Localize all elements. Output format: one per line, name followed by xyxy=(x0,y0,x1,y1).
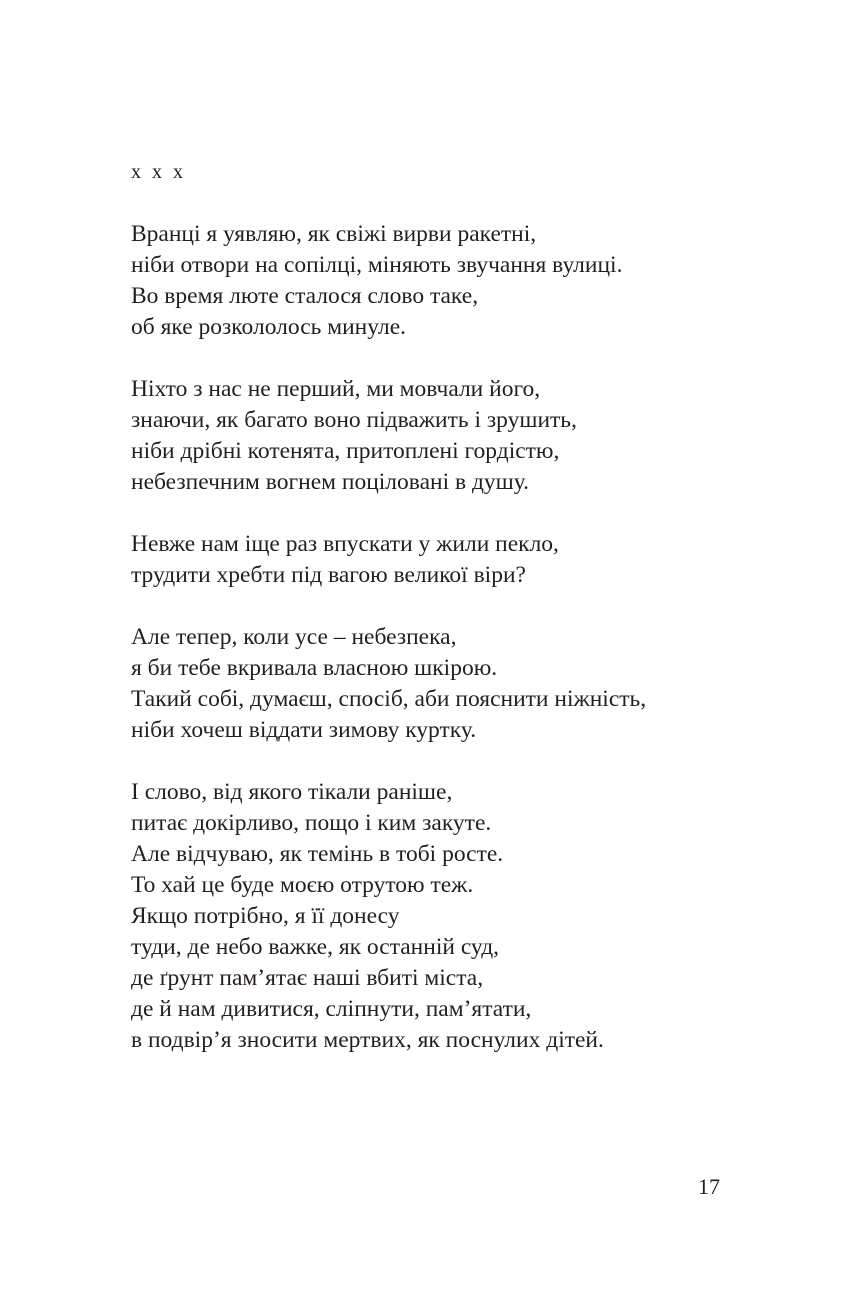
stanza-1 xyxy=(131,219,771,343)
poem-line: ніби отвори на сопілці, міняють звучання вулиці. xyxy=(131,252,623,278)
poem-line: об яке розкололось минуле. xyxy=(131,314,407,340)
poem-line: Невже нам іще раз впускати у жили пекло, xyxy=(131,531,559,557)
stanza-5 xyxy=(131,777,771,1056)
poem-line: я би тебе вкривала власною шкірою. xyxy=(131,655,498,681)
poem-line: питає докірливо, пощо і ким закуте. xyxy=(131,810,492,836)
poem-line: туди, де небо важке, як останній суд, xyxy=(131,934,500,960)
poem-line: Во время люте сталося слово таке, xyxy=(131,283,479,309)
poem-line: ніби дрібні котенята, притоплені гордістю, xyxy=(131,438,560,464)
poem-line: де ґрунт пам’ятає наші вбиті міста, xyxy=(131,965,484,991)
poem-line: ніби хочеш віддати зимову куртку. xyxy=(131,717,477,743)
poem-line: де й нам дивитися, сліпнути, пам’ятати, xyxy=(131,996,532,1022)
poem xyxy=(131,158,771,1087)
poem-line: Ніхто з нас не перший, ми мовчали його, xyxy=(131,376,541,402)
poem-line: Вранці я уявляю, як свіжі вирви ракетні, xyxy=(131,221,537,247)
poem-line: Якщо потрібно, я її донесу xyxy=(131,903,400,929)
page-number: 17 xyxy=(698,1174,720,1199)
stanza-3 xyxy=(131,529,771,591)
poem-line: знаючи, як багато воно підважить і зрушить, xyxy=(131,407,577,433)
poem-line: Але тепер, коли усе – небезпека, xyxy=(131,624,457,650)
stanza-2 xyxy=(131,374,771,498)
poem-line: трудити хребти під вагою великої віри? xyxy=(131,562,526,588)
poem-line: То хай це буде моєю отрутою теж. xyxy=(131,872,474,898)
poem-line: Такий собі, думаєш, спосіб, аби пояснити ніжність, xyxy=(131,686,647,712)
poem-line: небезпечним вогнем поціловані в душу. xyxy=(131,469,530,495)
stanza-4 xyxy=(131,622,771,746)
poem-heading: x x x xyxy=(131,161,186,183)
poem-line: І слово, від якого тікали раніше, xyxy=(131,779,453,805)
poem-line: Але відчуваю, як темінь в тобі росте. xyxy=(131,841,504,867)
poem-line: в подвір’я зносити мертвих, як поснулих дітей. xyxy=(131,1027,604,1053)
